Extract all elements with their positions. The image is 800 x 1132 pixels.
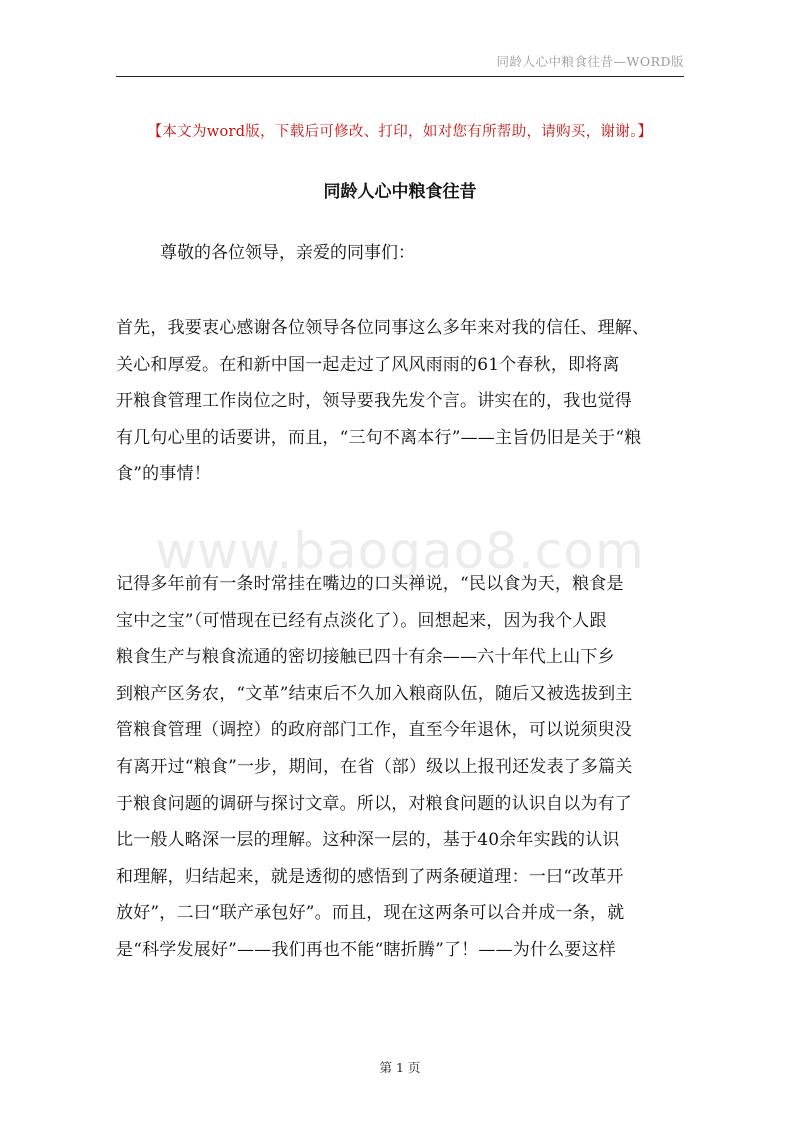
- paragraph-line: 是“科学发展好”——我们再也不能“瞎折腾”了！——为什么要这样: [116, 939, 616, 960]
- paragraph-line: 比一般人略深一层的理解。这种深一层的，基于40余年实践的认识: [116, 830, 620, 851]
- paragraph-line: 有几句心里的话要讲，而且，“三句不离本行”——主旨仍旧是关于“粮: [116, 427, 642, 448]
- paragraph-2: [116, 566, 684, 969]
- paragraph-line: 到粮产区务农，“文革”结束后不久加入粮商队伍，随后又被选拔到主: [116, 683, 633, 704]
- paragraph-line: 有离开过“粮食”一步，期间，在省（部）级以上报刊还发表了多篇关: [116, 756, 633, 777]
- paragraph-line: 宝中之宝”（可惜现在已经有点淡化了）。回想起来，因为我个人跟: [116, 610, 607, 631]
- paragraph-1: [116, 310, 684, 493]
- paragraph-line: 关心和厚爱。在和新中国一起走过了风风雨雨的61个春秋，即将离: [116, 354, 620, 375]
- paragraph-line: 和理解，归结起来，就是透彻的感悟到了两条硬道理：一曰“改革开: [116, 866, 624, 887]
- paragraph-line: 粮食生产与粮食流通的密切接触已四十有余——六十年代上山下乡: [116, 647, 615, 668]
- document-title: 同龄人心中粮食往昔: [323, 182, 477, 202]
- running-header: 同龄人心中粮食往昔—WORD版: [496, 54, 684, 69]
- paragraph-line: 开粮食管理工作岗位之时，领导要我先发个言。讲实在的，我也觉得: [116, 391, 632, 412]
- paragraph-line: 食”的事情！: [116, 464, 211, 485]
- greeting-line: 尊敬的各位领导，亲爱的同事们：: [160, 243, 415, 263]
- paragraph-line: 记得多年前有一条时常挂在嘴边的口头禅说，“民以食为天，粮食是: [116, 574, 624, 594]
- paragraph-line: 放好”，二曰“联产承包好”。而且，现在这两条可以合并成一条，就: [116, 903, 625, 924]
- watermark-text: www.baogao8.com: [155, 522, 645, 580]
- page-number: 第 1 页: [379, 1060, 421, 1075]
- download-notice: 【本文为word版，下载后可修改、打印，如对您有所帮助，请购买，谢谢。】: [147, 124, 653, 140]
- header-divider: [116, 76, 684, 77]
- paragraph-line: 管粮食管理（调控）的政府部门工作，直至今年退休，可以说须臾没: [116, 720, 632, 741]
- paragraph-line: 首先，我要衷心感谢各位领导各位同事这么多年来对我的信任、理解、: [116, 318, 650, 338]
- paragraph-line: 于粮食问题的调研与探讨文章。所以，对粮食问题的认识自以为有了: [116, 793, 632, 814]
